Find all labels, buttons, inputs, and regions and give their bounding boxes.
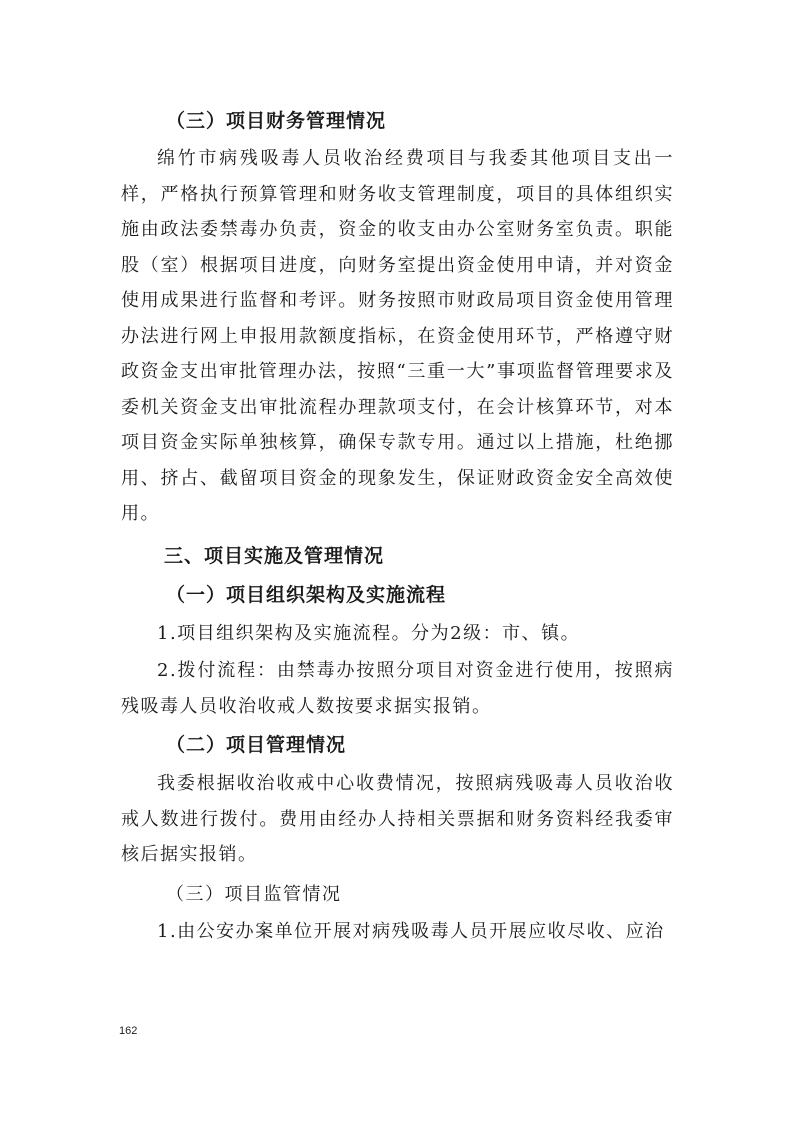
section-heading-supervision: （三）项目监管情况 bbox=[166, 883, 342, 905]
section-heading-project-management: （二）项目管理情况 bbox=[166, 734, 347, 756]
document-body bbox=[121, 104, 674, 949]
chapter-heading-implementation: 三、项目实施及管理情况 bbox=[164, 544, 385, 567]
list-item-disbursement: 2.拨付流程：由禁毒办按照分项目对资金进行使用，按照病残吸毒人员收治收戒人数按要求据实报销。 bbox=[121, 660, 674, 717]
list-item-organization: 1.项目组织架构及实施流程。分为2级：市、镇。 bbox=[157, 622, 581, 644]
paragraph-finance-management: 绵竹市病残吸毒人员收治经费项目与我委其他项目支出一样，严格执行预算管理和财务收支管理制度，项目的具体组织实施由政法委禁毒办负责，资金的收支由办公室财务室负责。职能股（室）根据项目进度，向财务室提出资金使用申请，并对资金使用成果进行监督和考评。财务按照市财政局项目资金使用管理办法进行网上申报用款额度指标，在资金使用环节，严格遵守财政资金支出审批管理办法，按照“三重一大”事项监督管理要求及委机关资金支出审批流程办理款项支付，在会计核算环节，对本项目资金实际单独核算，确保专款专用。通过以上措施，杜绝挪用、挤占、截留项目资金的现象发生，保证财政资金安全高效使用。 bbox=[121, 148, 674, 524]
list-item-supervision: 1.由公安办案单位开展对病残吸毒人员开展应收尽收、应治 bbox=[157, 920, 665, 942]
section-heading-organization-structure: （一）项目组织架构及实施流程 bbox=[166, 583, 447, 606]
page-number: 162 bbox=[119, 1025, 138, 1037]
section-heading-finance-management: （三）项目财务管理情况 bbox=[166, 110, 387, 132]
paragraph-project-management: 我委根据收治收戒中心收费情况，按照病残吸毒人员收治收戒人数进行拨付。费用由经办人持相关票据和财务资料经我委审核后据实报销。 bbox=[121, 773, 674, 865]
